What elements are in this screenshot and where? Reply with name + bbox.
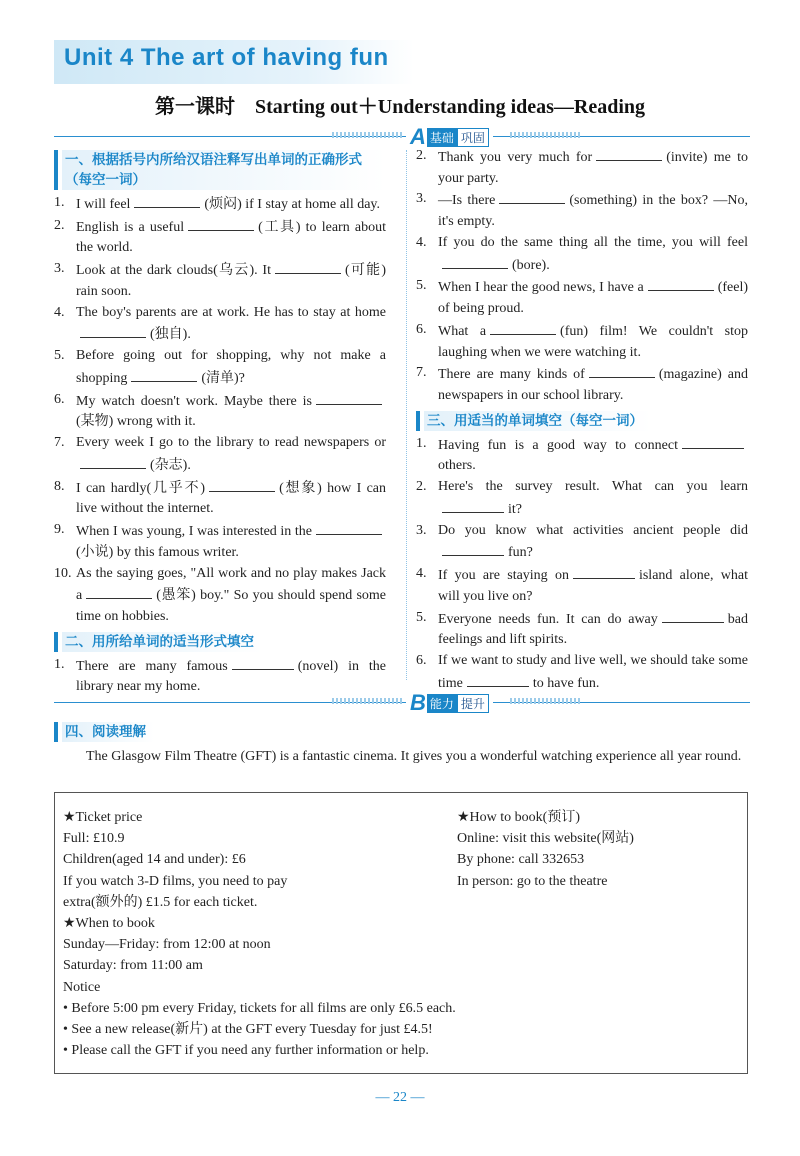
- question-item: [416, 276, 748, 319]
- question-post: (某物) wrong with it.: [76, 414, 196, 430]
- question-item: [416, 363, 748, 406]
- question-pre: Do you know what activities ancient people did: [438, 522, 748, 538]
- right-column: [416, 146, 748, 695]
- answer-blank[interactable]: [442, 254, 508, 269]
- question-item: [416, 651, 748, 694]
- divider-a: [54, 126, 750, 148]
- section1-heading: 一、根据括号内所给汉语注释写出单词的正确形式（每空一词）: [54, 150, 386, 190]
- question-number: 5.: [416, 278, 427, 294]
- answer-blank[interactable]: [662, 608, 724, 623]
- question-number: 4.: [416, 566, 427, 582]
- question-number: 3.: [416, 191, 427, 207]
- question-number: 5.: [416, 609, 427, 625]
- box-left-line: ★When to book: [63, 916, 155, 932]
- box-right-line: By phone: call 332653: [457, 852, 585, 868]
- answer-blank[interactable]: [682, 434, 744, 449]
- answer-blank[interactable]: [596, 146, 662, 161]
- question-item: [54, 259, 386, 302]
- question-number: 1.: [54, 656, 65, 672]
- question-post: (something) in the box? —No, it's empty.: [438, 193, 748, 230]
- question-text: [438, 564, 748, 607]
- question-post: (清单)?: [201, 370, 245, 386]
- question-text: [76, 520, 386, 563]
- question-pre: When I was young, I was interested in the: [76, 524, 312, 540]
- question-item: [416, 477, 748, 520]
- answer-blank[interactable]: [131, 367, 197, 382]
- question-pre: I will feel: [76, 197, 131, 212]
- question-item: [54, 433, 386, 476]
- question-item: [54, 346, 386, 389]
- question-pre: The boy's parents are at work. He has to stay at home: [76, 304, 386, 320]
- question-pre: My watch doesn't work. Maybe there is: [76, 393, 312, 409]
- question-item: [416, 608, 748, 651]
- section2-list-right: [416, 146, 748, 407]
- question-number: 3.: [416, 522, 427, 538]
- question-number: 2.: [54, 217, 65, 233]
- box-left-line: Full: £10.9: [63, 831, 125, 847]
- question-text: [76, 390, 386, 433]
- question-pre: Look at the dark clouds(乌云). It: [76, 263, 271, 279]
- answer-blank[interactable]: [467, 672, 529, 687]
- question-number: 5.: [54, 348, 65, 364]
- question-pre: If you do the same thing all the time, you will feel: [438, 234, 748, 250]
- question-post: (工具) to learn about the world.: [76, 219, 387, 256]
- question-number: 8.: [54, 478, 65, 494]
- question-text: [76, 193, 386, 216]
- question-item: [54, 390, 386, 433]
- question-text: [438, 320, 748, 363]
- question-post: (fun) film! We couldn't stop laughing when we were watching it.: [438, 323, 748, 360]
- question-post: fun?: [508, 545, 533, 561]
- question-item: [416, 233, 748, 276]
- left-column: [54, 148, 386, 698]
- box-left-line: extra(额外的) £1.5 for each ticket.: [63, 894, 258, 910]
- question-number: 2.: [416, 148, 427, 163]
- badge-a-letter: A: [410, 124, 426, 149]
- badge-a-part1: 基础: [427, 128, 457, 147]
- answer-blank[interactable]: [499, 189, 565, 204]
- question-item: [54, 520, 386, 563]
- question-item: [416, 564, 748, 607]
- question-text: [438, 233, 748, 276]
- box-left-line: If you watch 3-D films, you need to pay: [63, 873, 288, 889]
- question-item: [416, 434, 748, 477]
- answer-blank[interactable]: [316, 520, 382, 535]
- question-post: others.: [438, 458, 476, 474]
- question-number: 6.: [416, 653, 427, 669]
- question-pre: Having fun is a good way to connect: [438, 437, 678, 453]
- question-post: (想象) how I can live without the internet.: [76, 480, 386, 517]
- question-number: 2.: [416, 479, 427, 495]
- question-post: (invite) me to your party.: [438, 150, 748, 186]
- box-notices: [63, 998, 743, 1062]
- answer-blank[interactable]: [442, 498, 504, 513]
- question-pre: I can hardly(几乎不): [76, 480, 206, 496]
- ticket-info-box: [54, 792, 748, 1074]
- question-post: (feel) of being proud.: [438, 280, 748, 317]
- question-pre: What a: [438, 323, 487, 339]
- question-number: 7.: [416, 365, 427, 381]
- question-pre: English is a useful: [76, 219, 185, 235]
- question-pre: Everyone needs fun. It can do away: [438, 611, 658, 627]
- answer-blank[interactable]: [316, 390, 382, 405]
- section4-heading-wrap: [54, 720, 454, 745]
- box-left-line: Notice: [63, 979, 101, 995]
- question-pre: Thank you very much for: [438, 150, 593, 165]
- box-left-line: Sunday—Friday: from 12:00 at noon: [63, 937, 271, 953]
- question-post: (小说) by this famous writer.: [76, 544, 239, 560]
- question-pre: As the saying goes, "All work and no play makes Jack a: [76, 565, 386, 604]
- question-text: [76, 477, 386, 520]
- question-item: [416, 146, 748, 189]
- badge-b-part1: 能力: [427, 694, 457, 713]
- question-number: 6.: [416, 321, 427, 337]
- answer-blank[interactable]: [589, 363, 655, 378]
- section2-heading: 二、用所给单词的适当形式填空: [54, 632, 386, 652]
- badge-a-part2: 巩固: [457, 128, 489, 147]
- question-item: [416, 189, 748, 232]
- question-post: bad feelings and lift spirits.: [438, 611, 748, 648]
- box-right-line: Online: visit this website(网站): [457, 831, 634, 847]
- question-pre: There are many famous: [76, 658, 228, 674]
- box-right-column: [457, 807, 737, 892]
- section1-list: [54, 193, 386, 628]
- question-text: [76, 259, 386, 302]
- notice-item: • Before 5:00 pm every Friday, tickets for all films are only £6.5 each.: [63, 1001, 456, 1016]
- question-pre: Before going out for shopping, why not make a shopping: [76, 348, 386, 386]
- answer-blank[interactable]: [573, 564, 635, 579]
- question-item: [54, 216, 386, 259]
- question-pre: Every week I go to the library to read newspapers or: [76, 435, 386, 451]
- question-post: to have fun.: [532, 675, 600, 691]
- badge-b: [406, 692, 493, 714]
- question-text: [76, 564, 386, 628]
- question-pre: There are many kinds of: [438, 367, 585, 383]
- notice-item: • Please call the GFT if you need any further information or help.: [63, 1043, 429, 1059]
- question-number: 1.: [54, 195, 65, 210]
- question-number: 3.: [54, 261, 65, 277]
- question-text: [438, 521, 748, 564]
- question-text: [438, 608, 748, 651]
- answer-blank[interactable]: [232, 655, 294, 670]
- question-text: [76, 303, 386, 346]
- question-post: (可能) rain soon.: [76, 263, 387, 299]
- box-right-line: In person: go to the theatre: [457, 873, 608, 889]
- question-post: (magazine) and newspapers in our school library.: [438, 367, 748, 404]
- question-text: [438, 276, 748, 319]
- box-left-column: [63, 807, 443, 998]
- question-number: 9.: [54, 522, 65, 538]
- question-text: [438, 477, 748, 520]
- question-item: [54, 564, 386, 628]
- question-text: [76, 346, 386, 389]
- section3-list: [416, 434, 748, 695]
- answer-blank[interactable]: [209, 477, 275, 492]
- notice-item: • See a new release(新片) at the GFT every Tuesday for just £4.5!: [63, 1022, 433, 1038]
- answer-blank[interactable]: [490, 320, 556, 335]
- question-text: [76, 433, 386, 476]
- box-right-line: ★How to book(预订): [457, 810, 580, 825]
- question-text: [438, 146, 748, 189]
- question-pre: When I hear the good news, I have a: [438, 280, 644, 296]
- answer-blank[interactable]: [86, 584, 152, 599]
- question-post: (愚笨) boy." So you should spend some time on hobbies.: [76, 588, 386, 624]
- column-divider: [406, 150, 407, 680]
- question-text: [438, 189, 748, 232]
- question-number: 1.: [416, 435, 427, 451]
- answer-blank[interactable]: [188, 216, 254, 231]
- answer-blank[interactable]: [80, 323, 146, 338]
- question-pre: —Is there: [438, 193, 496, 209]
- question-text: [438, 651, 748, 694]
- question-text: [438, 434, 748, 477]
- question-post: (独自).: [150, 327, 191, 343]
- divider-b: [54, 692, 750, 714]
- section3-heading: 三、用适当的单词填空（每空一词）: [416, 411, 748, 431]
- answer-blank[interactable]: [442, 541, 504, 556]
- question-number: 4.: [54, 304, 65, 320]
- question-item: [54, 303, 386, 346]
- question-number: 6.: [54, 391, 65, 407]
- question-number: 7.: [54, 435, 65, 451]
- question-number: 10.: [54, 565, 72, 581]
- question-post: island alone, what will you live on?: [438, 568, 748, 604]
- question-pre: Here's the survey result. What can you learn: [438, 479, 748, 495]
- section4-heading: 四、阅读理解: [54, 722, 454, 742]
- question-item: [416, 521, 748, 564]
- question-text: [76, 216, 386, 259]
- question-post: (杂志).: [150, 457, 191, 473]
- badge-b-letter: B: [410, 690, 426, 715]
- lesson-title: 第一课时 Starting out＋Understanding ideas—Reading: [154, 96, 646, 118]
- question-post: (novel) in the library near my home.: [76, 658, 386, 695]
- question-text: [438, 363, 748, 406]
- answer-blank[interactable]: [80, 454, 146, 469]
- question-pre: If we want to study and live well, we should take some time: [438, 653, 748, 691]
- answer-blank[interactable]: [134, 193, 200, 208]
- reading-intro: The Glasgow Film Theatre (GFT) is a fantastic cinema. It gives you a wonderful watching experience all year round.: [86, 749, 742, 764]
- box-left-line: Saturday: from 11:00 am: [63, 958, 203, 974]
- question-item: [54, 193, 386, 216]
- question-pre: If you are staying on: [438, 568, 569, 584]
- box-left-line: ★Ticket price: [63, 810, 143, 825]
- badge-a: [406, 126, 493, 148]
- question-item: [54, 477, 386, 520]
- question-post: (烦闷) if I stay at home all day.: [204, 197, 381, 212]
- page-number: — 22 —: [375, 1090, 425, 1105]
- answer-blank[interactable]: [275, 259, 341, 274]
- unit-title: Unit 4 The art of having fun: [64, 44, 389, 71]
- badge-b-part2: 提升: [457, 694, 489, 713]
- answer-blank[interactable]: [648, 276, 714, 291]
- question-item: [416, 320, 748, 363]
- question-post: (bore).: [512, 257, 550, 273]
- question-post: it?: [508, 501, 522, 517]
- box-left-line: Children(aged 14 and under): £6: [63, 852, 246, 868]
- question-number: 4.: [416, 234, 427, 250]
